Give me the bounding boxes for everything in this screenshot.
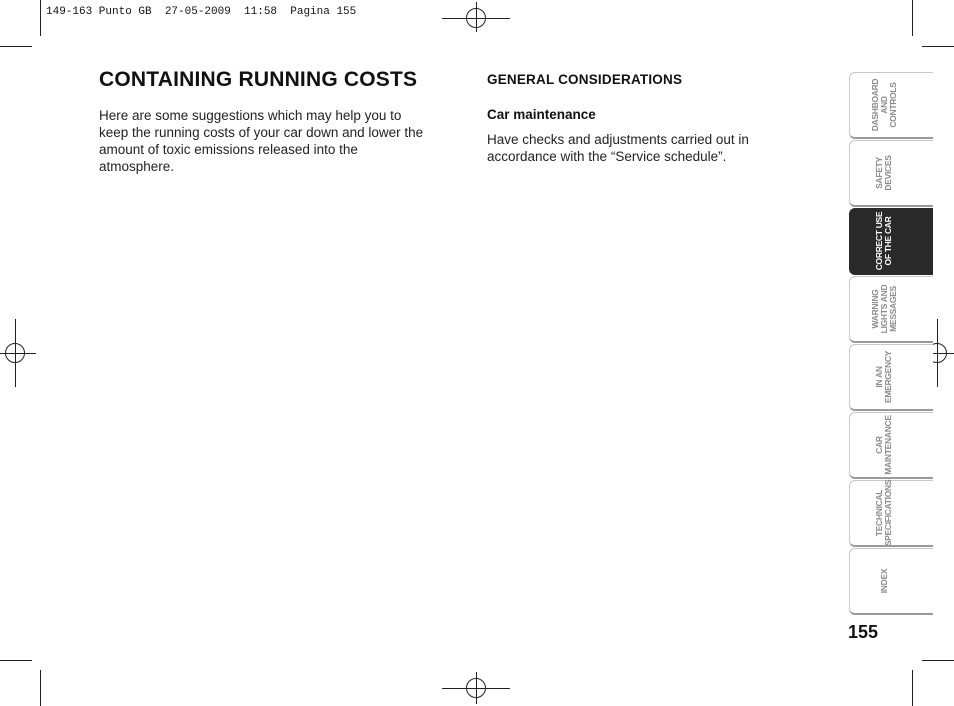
tab-label: INDEX [878,568,889,594]
tab-label: CAR MAINTENANCE [874,415,893,475]
tab-car-maintenance[interactable] [849,412,933,479]
tab-label: DASHBOARD AND CONTROLS [869,78,898,132]
tab-label: TECHNICAL SPECIFICATIONS [874,479,893,547]
tab-index[interactable] [849,548,933,615]
tab-correct-use-of-the-car[interactable] [849,208,933,275]
subheading-car-maintenance: Car maintenance [487,107,596,122]
tab-warning-lights-and-messages[interactable] [849,276,933,343]
tab-label: CORRECT USE OF THE CAR [874,211,893,271]
page-title: CONTAINING RUNNING COSTS [99,68,418,91]
tab-safety-devices[interactable] [849,140,933,207]
tab-label: WARNING LIGHTS AND MESSAGES [869,284,898,334]
section-heading: GENERAL CONSIDERATIONS [487,72,683,87]
tab-label: IN AN EMERGENCY [874,350,893,404]
intro-paragraph: Here are some suggestions which may help you to keep the running costs of your car down and lower the amount of toxic emissions released into the atmosphere. [99,108,424,174]
print-header: 149-163 Punto GB 27-05-2009 11:58 Pagina 155 [46,6,357,18]
tab-technical-specifications[interactable] [849,480,933,547]
tab-in-an-emergency[interactable] [849,344,933,411]
tab-label: SAFETY DEVICES [874,155,893,191]
car-maintenance-paragraph: Have checks and adjustments carried out in accordance with the “Service schedule”. [487,132,749,164]
tab-dashboard-and-controls[interactable] [849,72,933,139]
page-number: 155 [848,622,879,642]
